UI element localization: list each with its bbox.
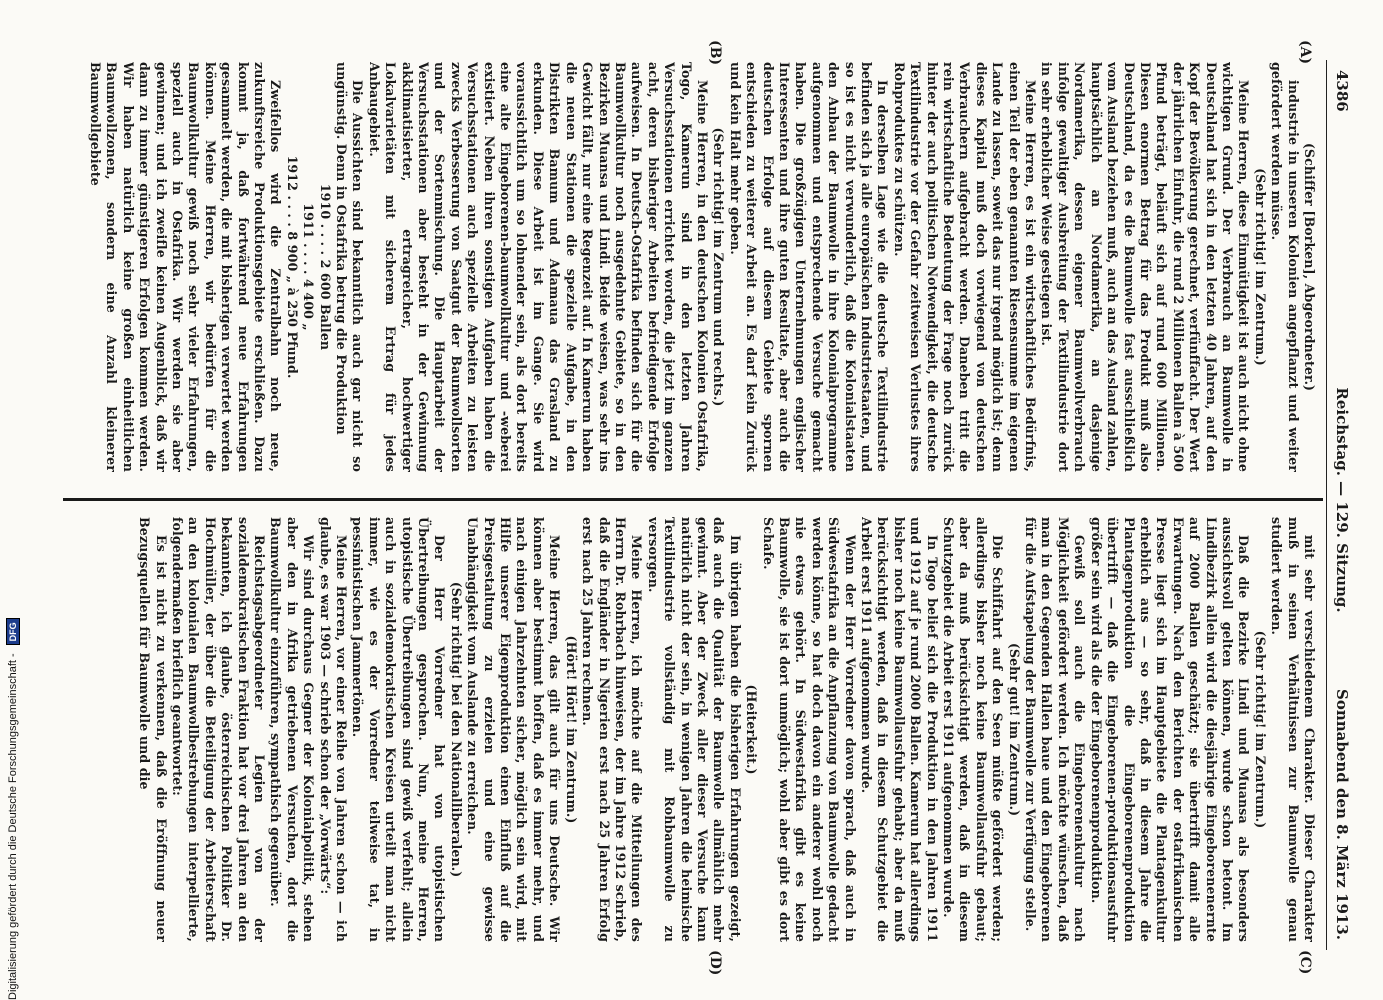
paragraph: Reichstagsabgeordneter Legien von der sozialdemokratischen Fraktion hat vor drei Jahren an den bekannten, ich glaube, österreichischen Politiker Dr. Hochmüller, der über die Beteiligung der Arbeiterschaft an den kolonialen Baumwollbestrebungen interpellierte, folgendermaßen brieflich geantwortet: [169, 517, 267, 942]
quotation: Wir sind durchaus Gegner der Kolonialpolitik, stehen aber den in Afrika getriebenen Versuchen, dort die Baumwollkultur einzuführen, sympathisch gegenüber. [268, 517, 317, 942]
paragraph: Meine Herren, ich möchte auf die Mitteilungen des Herrn Dr. Rohrbach hinweisen, der im Jahre 1912 schrieb, daß die Engländer in Nigerien erst nach 25 Jahren Erfolg erst nach 25 Jahren rechnen. [580, 517, 645, 942]
paragraph: Der Herr Vorredner hat von utopistischen Übertreibungen gesprochen. Nun, meine Herren, utopistische Übertreibungen sind gewiß verfehlt; allein auch in sozialdemokratischen Kreisen urteilt man nicht immer, wie es der Vorredner teilweise tat, in pessimistischen Jammertönen. [350, 517, 448, 942]
paragraph: In Togo belief sich die Produktion in den Jahren 1911 und 1912 auf je rund 2000 Ballen. Kamerun hat allerdings bisher noch keine Baumwollausfuhr gehabt; aber da muß berücksichtigt werden, daß in diesem Schutzgebiet die Arbeit erst 1911 aufgenommen wurde. [859, 517, 940, 942]
margin-mark-c: (C) [1297, 950, 1313, 975]
header-rule [1326, 60, 1327, 950]
production-row: 1912 . . . . 8 900 „ à 250 Pfund. [284, 155, 300, 379]
right-column [57, 517, 1317, 942]
paragraph: Die Aussichten sind bekanntlich auch gar nicht so ungünstig. Denn in Ostafrika betrug die Produktion [334, 62, 366, 472]
paragraph: Die Schiffahrt auf den Seen müßte gefördert werden; allerdings bisher noch keine Baumwollausfuhr gebaut; aber da muß berücksichtigt werden, daß in diesem Schutzgebiet die Arbeit erst 1911 aufgenommen wurde. [941, 517, 1006, 942]
paragraph: Im übrigen haben die bisherigen Erfahrungen gezeigt, daß auch die Qualität der Baumwolle allmählich mehr gewinnt. Aber der Zweck aller dieser Versuche kann natürlich nicht der sein, in wenigen Jahren die heimische Textilindustrie vollständig mit Rohbaumwolle zu versorgen. [645, 517, 743, 942]
paragraph: Meine Herren, das gilt auch für uns Deutsche. Wir können aber bestimmt hoffen, daß es immer mehr, und nach einigen Jahrzehnten sicher, möglich sein wird, mit Hilfe unserer Eigenproduktion einen Einfluß auf die Preisgestaltung zu erzielen und eine gewisse Unabhängigkeit vom Auslande zu erreichen. [465, 517, 563, 942]
interjection: (Sehr richtig! im Zentrum und rechts.) [711, 127, 727, 407]
interjection: (Hört! Hört! im Zentrum.) [563, 635, 579, 824]
paragraph: In derselben Lage wie die deutsche Textilindustrie befinden sich ja alle europäischen Industriestaaten, und so ist es nicht verwunderlich, daß die Kolonialstaaten den Anbau der Baumwolle in ihre Kolonialprogramme aufgenommen und entsprechende Versuche gemacht haben. Die großzügigen Unternehmungen englischer Interessenten und ihre guten Resultate, aber auch die deutschen Erfolge auf diesem Gebiete spornen entschieden zu weiterer Arbeit an. Es darf kein Zurück und kein Halt mehr geben. [727, 62, 891, 472]
page-number: 4386 [1333, 70, 1351, 112]
margin-mark-b: (B) [707, 40, 723, 66]
margin-mark-a: (A) [1297, 40, 1313, 65]
paragraph: Meine Herren, es ist ein wirtschaftliches Bedürfnis, einen Teil der eben genannten Riesensumme im eigenen Lande zu lassen, soweit das nur irgend möglich ist; denn dieses Kapital muß doch vorwiegend von deutschen Verbrauchern aufgebracht werden. Daneben tritt die rein wirtschaftliche Bedeutung der Frage noch zurück hinter der auch politischen Notwendigkeit, die deutsche Textilindustrie vor der Gefahr zeitweisen Verlustes ihres Rohproduktes zu schützen. [891, 62, 1039, 472]
page-header [1331, 0, 1355, 1000]
production-row: 1911 . . . . 4 400 „ [301, 203, 317, 331]
speaker-line: (Schiffer [Borken], Abgeordneter.) [1302, 142, 1317, 392]
digitization-credit [6, 618, 20, 1000]
interjection: (Sehr richtig! bei den Nationalliberalen.) [448, 581, 464, 878]
paragraph: Zweifellos wird die Zentralbahn noch neue, zukunftsreiche Produktionsgebiete erschließen. Dazu kommt ja, daß fortwährend neue Erfahrungen gesammelt werden, die mit bisherigen verwertet werden können. Meine Herren, wir bedürfen für die Baumwollkultur gewiß noch sehr vieler Erfahrungen, speziell auch in Ostafrika. Wir werden sie aber gewinnen; und ich zweifle keinen Augenblick, daß wir dann zu immer günstigeren Erfolgen kommen werden. Wir haben natürlich keine großen einheitlichen Baumwollzonen, sondern eine Anzahl kleinerer Baumwollgebiete [87, 62, 284, 472]
paragraph: Wenn der Herr Vorredner davon sprach, daß auch in Südwestafrika an die Anpflanzung von Baumwolle gedacht werden könne, so hat doch davon ein anderer wohl noch nie etwas gehört. In Südwestafrika gibt es keine Baumwolle, sie ist dort unmöglich; wohl aber gibt es dort Schafe. [760, 517, 858, 942]
interjection: (Sehr gut! im Zentrum.) [1006, 642, 1022, 817]
paragraph: Gewiß soll auch die Eingeborenenkultur nach Möglichkeit gefördert werden. Ich möchte wünschen, daß man in den Gegenden Hallen baue und den Eingeborenen für die Aufstapelung der Baumwolle zur Verfügung stelle. [1023, 517, 1088, 942]
paragraph: Meine Herren, in den deutschen Kolonien Ostafrika, Togo, Kamerun sind in den letzten Jahren Versuchsstationen errichtet worden, die jetzt im ganzen acht, deren bisheriger Arbeiten befriedigende Erfolge aufweisen. In Deutsch-Ostafrika befinden sich für die Baumwollkultur noch ausgedehnte Gebiete, so in den Bezirken Muansa und Lindi. Beide weisen, was sehr ins Gewicht fällt, nur eine Regenzeit auf. In Kamerun haben die neuen Stationen die spezielle Aufgabe, in den Distrikten Bamum und Adamaua das Grasland zu erkunden. Diese Arbeit ist im Gange. Sie wird voraussichtlich um so lohnender sein, als dort bereits eine alte Eingeborenen-baumwollkultur und -weberei existiert. Neben ihren sonstigen Aufgaben haben die Versuchsstationen auch spezielle Arbeiten zu leisten zwecks Verbesserung von Saatgut der Baumwollsorten und der Sortenmischung. Die Hauptarbeit der Versuchsstationen aber besteht in der Gewinnung akklimatisierter, ertragreicher, hochwertiger Lokalvarietäten mit sicherem Ertrag für jedes Anbaugebiet. [366, 62, 710, 472]
paragraph: Daß die Bezirke Lindi und Muansa als besonders aussichtsvoll gelten können, wurde schon betont. Im Lindibezirk allein wird die diesjährige Eingeborenenernte auf 2000 Ballen geschätzt; sie übertrifft damit alle Erwartungen. Nach den Berichten der ostafrikanischen Presse liegt sich im Hauptgebiete die Plantagenkultur erheblich aus — so sehr, daß in diesem Jahre die Plantagenproduktion die Eingeborenenproduktion übertrifft — daß die Eingeborenen-produktionsausfuhr größer sein wird als die der Eingeborenenproduktion. [1088, 517, 1252, 942]
paragraph: Meine Herren, diese Einmütigkeit ist auch nicht ohne wichtigen Grund. Der Verbrauch an Baumwolle in Deutschland hat sich in den letzten 40 Jahren, auf den Kopf der Bevölkerung gerechnet, verfünffacht. Der Wert der jährlichen Einfuhr, die rund 2 Millionen Ballen à 500 Pfund beträgt, beläuft sich auf rund 600 Millionen. Diesen enormen Betrag für das Produkt muß also Deutschland, da es die Baumwolle fast ausschließlich vom Ausland beziehen muß, auch an das Ausland zahlen, hauptsächlich an Nordamerika, an dasjenige Nordamerika, dessen eigener Baumwollverbrauch infolge gewaltiger Ausbreitung der Textilindustrie dort in sehr erheblicher Weise gestiegen ist. [1039, 62, 1252, 472]
credit-text: Digitalisierung gefördert durch die Deutsche Forschungsgemeinschaft - [7, 653, 19, 1000]
margin-mark-d: (D) [707, 950, 723, 976]
header-date: Sonnabend den 8. März 1913. [1333, 689, 1351, 940]
column-divider [63, 498, 1323, 501]
interjection: (Sehr richtig! im Zentrum.) [1252, 630, 1268, 829]
paragraph: Meine Herren, vor einer Reihe von Jahren schon — ich glaube, es war 1903 — schrieb schon der „Vorwärts“: [317, 517, 350, 942]
paragraph: mit sehr verschiedenem Charakter. Dieser Charakter muß in seinen Verhältnissen zur Baumwolle genau studiert werden. [1269, 517, 1317, 942]
paragraph: industrie in unseren Kolonien angepflanzt und weiter gefördert werden müsse. [1269, 62, 1301, 472]
interjection: (Heiterkeit.) [744, 684, 760, 775]
header-title: Reichstag. — 129. Sitzung. [1333, 387, 1351, 613]
production-row: 1910 . . . . 2 600 Ballen [317, 183, 333, 351]
dfg-logo: DFG [6, 618, 20, 645]
left-column [57, 62, 1317, 472]
interjection: (Sehr richtig! im Zentrum.) [1252, 168, 1268, 366]
quotation: Es ist nicht zu verkennen, daß die Eröffnung neuer Bezugsquellen für Baumwolle und die [137, 517, 169, 942]
